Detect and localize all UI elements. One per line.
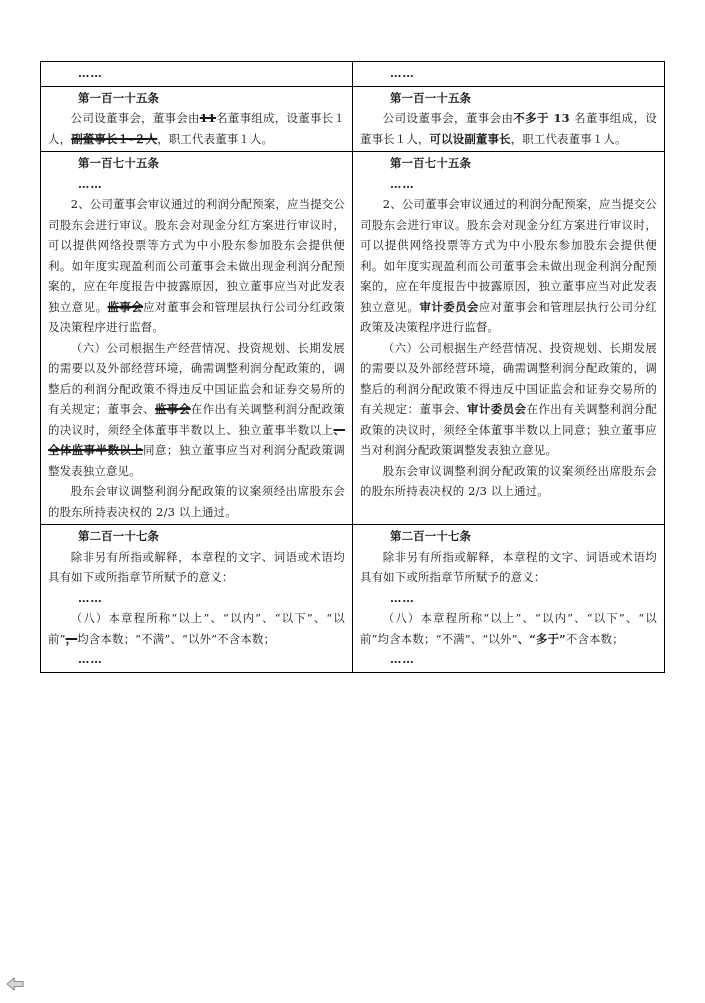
paragraph: [48, 194, 345, 338]
text: 同意；独立董事应当对利润分配政策调整发表独立意见。: [48, 443, 345, 478]
paragraph: [360, 108, 657, 149]
text: 公司设董事会，董事会由: [70, 111, 200, 125]
text: 名董事组成，设董事长１人，: [360, 111, 657, 146]
table-row: [41, 152, 665, 525]
paragraph: 除非另有所指或解释，本章程的文字、词语或术语均具有如下或所指章节所赋予的意义：: [48, 549, 345, 584]
text: 2、公司董事会审议通过的利润分配预案，应当提交公司股东会进行审议。股东会对现金分红方案进行审议时，可以提供网络投票等方式为中小股东参加股东会提供便利。如年度实现盈利而公司董事会未做出现金利润分配预案的，应在年度报告中披露原因，独立董事应当对此发表独立意见。: [48, 197, 345, 314]
text: （六）公司根据生产经营情况、投资规划、长期发展的需要以及外部经营环境，确需调整利润分配政策的，调整后的利润分配政策不得违反中国证监会和证券交易所的有关规定；董事会、: [48, 340, 345, 416]
right-cell: [353, 86, 665, 152]
text: 应对董事会和管理层执行公司分红政策及决策程序进行监督。: [48, 299, 345, 334]
text: ，职工代表董事１人。: [510, 131, 627, 146]
ellipsis: ……: [390, 652, 415, 666]
paragraph: 股东会审议调整利润分配政策的议案须经出席股东会的股东所持表决权的 2/3 以上通过。: [48, 484, 345, 519]
comparison-table: [40, 61, 665, 673]
text: （六）公司根据生产经营情况、投资规划、长期发展的需要以及外部经营环境，确需调整利润分配政策的，调整后的利润分配政策不得违反中国证监会和证券交易所的有关规定：董事会、: [360, 340, 657, 416]
ellipsis: ……: [78, 590, 103, 605]
left-cell: [41, 525, 353, 673]
left-cell: [41, 62, 353, 87]
deleted-text: 监事会: [107, 299, 144, 314]
paragraph: [48, 108, 345, 149]
paragraph: [48, 608, 345, 649]
inserted-text: 可以设副董事长: [429, 131, 511, 146]
table-row: [41, 525, 665, 673]
paragraph: [48, 338, 345, 482]
inserted-text: 、“多于”: [517, 631, 566, 646]
text: ，职工代表董事１人。: [157, 131, 274, 146]
text: 公司设董事会，董事会由: [382, 111, 514, 125]
ellipsis: ……: [78, 66, 103, 80]
left-cell: [41, 152, 353, 525]
article-heading: 第一百一十五条: [390, 90, 472, 105]
text: 应对董事会和管理层执行公司分红政策及决策程序进行监督。: [360, 299, 657, 334]
deleted-text: 监事会: [155, 402, 191, 416]
ellipsis: ……: [390, 66, 415, 80]
right-cell: [353, 62, 665, 87]
ellipsis: ……: [78, 176, 103, 191]
text: 在作出有关调整利润分配政策的决议时，须经全体董事半数以上同意；独立董事应当对利润分配政策调整发表独立意见。: [360, 402, 657, 457]
ellipsis: ……: [78, 652, 103, 666]
paragraph: [360, 608, 657, 649]
deleted-text: 副董事长１-２人: [71, 131, 158, 146]
deleted-text: ，: [65, 631, 78, 646]
right-cell: [353, 525, 665, 673]
ellipsis: ……: [390, 176, 415, 191]
table-row: [41, 86, 665, 152]
text: 名董事组成，设董事长１人，: [48, 111, 345, 146]
text: （八）本章程所称“以上”、“以内”、“以下”、“以前”: [48, 611, 345, 646]
text: （八）本章程所称“以上”、“以内”、“以下”、“以前”均含本数；“不满”、“以外”: [360, 611, 657, 646]
arrow-left-icon[interactable]: [6, 976, 24, 990]
paragraph: [360, 194, 657, 338]
ellipsis: ……: [390, 590, 415, 605]
inserted-text: 审计委员会: [467, 402, 527, 416]
table-row: [41, 62, 665, 87]
paragraph: 除非另有所指或解释，本章程的文字、词语或术语均具有如下或所指章节所赋予的意义：: [360, 549, 657, 584]
article-heading: 第二百一十七条: [390, 529, 472, 543]
text: 均含本数；“不满”、“以外”不含本数；: [77, 631, 276, 646]
paragraph: 股东会审议调整利润分配政策的议案须经出席股东会的股东所持表决权的 2/3 以上通过。: [360, 463, 657, 498]
article-heading: 第一百一十五条: [78, 90, 160, 105]
deleted-text: 11: [199, 111, 217, 125]
deleted-text: 、全体监事半数以上: [48, 422, 345, 457]
text: 不含本数；: [565, 631, 624, 646]
left-cell: [41, 86, 353, 152]
article-heading: 第一百七十五条: [390, 156, 472, 170]
inserted-text: 审计委员会: [419, 299, 479, 314]
article-heading: 第二百一十七条: [78, 529, 160, 543]
article-heading: 第一百七十五条: [78, 156, 160, 170]
text: 2、公司董事会审议通过的利润分配预案，应当提交公司股东会进行审议。股东会对现金分红方案进行审议时，可以提供网络投票等方式为中小股东参加股东会提供便利。如年度实现盈利而公司董事会未做出现金利润分配预案的，应在年度报告中披露原因，独立董事应当对此发表独立意见。: [360, 197, 657, 314]
right-cell: [353, 152, 665, 525]
text: 在作出有关调整利润分配政策的决议时，须经全体董事半数以上、独立董事半数以上: [48, 402, 345, 437]
inserted-text: 不多于 13: [513, 111, 575, 125]
paragraph: [360, 338, 657, 461]
arrow-left-icon-graphic: [6, 977, 24, 991]
